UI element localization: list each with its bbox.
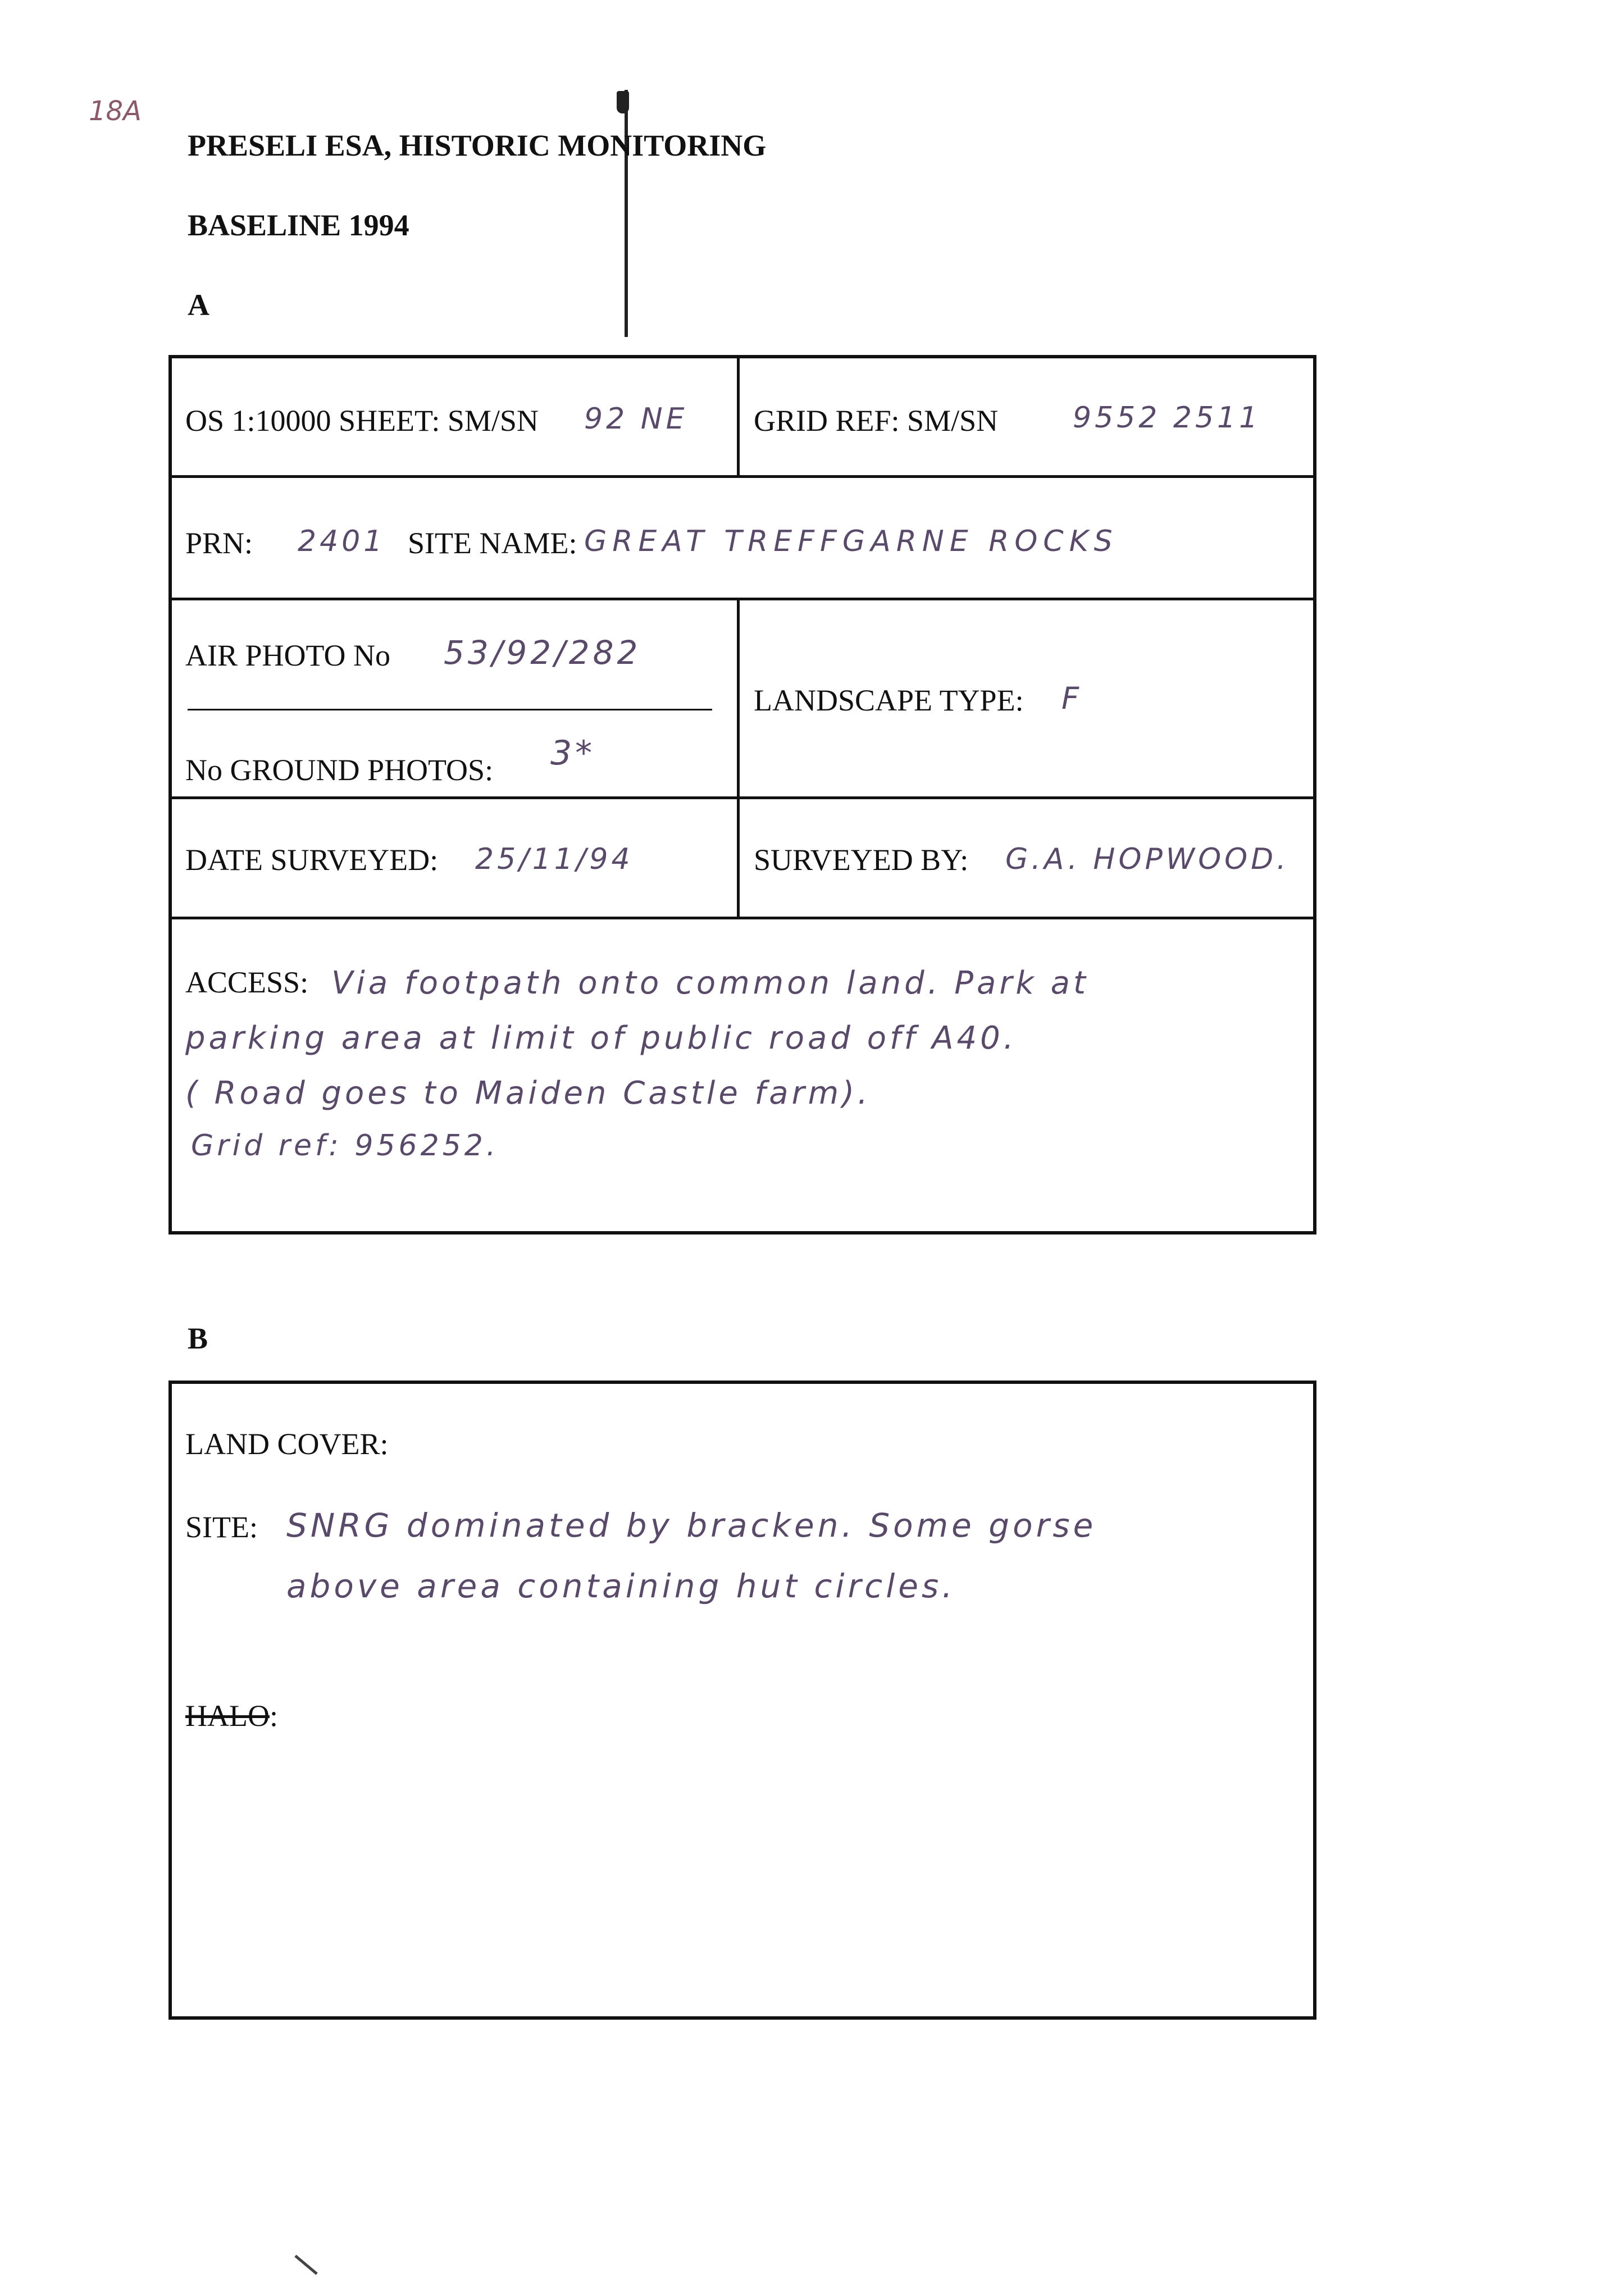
section-b-box [168,1381,1316,2020]
date-surveyed-value: 25/11/94 [475,842,634,876]
section-a-label: A [188,288,209,322]
access-line-1: Via footpath onto common land. Park at [331,965,1089,1001]
form-baseline: BASELINE 1994 [188,208,409,242]
col-divider-top [737,355,740,476]
ground-photos-value: 3* [550,734,596,773]
stray-pen-mark [294,2255,318,2275]
site-name-label: SITE NAME: [408,526,577,560]
os-sheet-label: OS 1:10000 SHEET: SM/SN [185,404,539,438]
site-label: SITE: [185,1510,258,1544]
surveyed-by-value: G.A. HOPWOOD. [1005,842,1290,876]
os-sheet-value: 92 NE [584,402,688,436]
margin-note: 18A [89,95,142,127]
section-b-label: B [188,1322,208,1355]
site-name-value: GREAT TREFFGARNE ROCKS [584,525,1118,558]
halo-label-colon: : [269,1699,278,1733]
halo-label-text: HALO [185,1699,270,1733]
air-photo-value: 53/92/282 [444,634,641,672]
row-divider-4 [168,917,1316,919]
prn-value: 2401 [298,525,386,558]
access-line-2: parking area at limit of public road off A40. [185,1020,1017,1056]
landscape-type-value: F [1061,681,1083,716]
prn-label: PRN: [185,526,253,560]
land-cover-label: LAND COVER: [185,1427,389,1461]
col-divider-mid [737,598,740,917]
site-line-1: SNRG dominated by bracken. Some gorse [286,1506,1097,1545]
ground-photos-label: No GROUND PHOTOS: [185,753,494,787]
landscape-type-label: LANDSCAPE TYPE: [754,684,1024,717]
date-surveyed-label: DATE SURVEYED: [185,843,439,877]
air-photo-label: AIR PHOTO No [185,639,391,672]
form-title: PRESELI ESA, HISTORIC MONITORING [188,129,767,162]
surveyed-by-label: SURVEYED BY: [754,843,969,877]
grid-ref-value: 9552 2511 [1073,401,1261,435]
row-divider-1 [168,475,1316,478]
grid-ref-label: GRID REF: SM/SN [754,404,999,438]
access-line-3: ( Road goes to Maiden Castle farm). [185,1075,871,1111]
row-divider-2 [168,598,1316,600]
halo-label [185,1698,278,1733]
access-label: ACCESS: [185,965,309,999]
air-photo-underline [188,709,712,710]
access-line-4: Grid ref: 956252. [191,1129,499,1163]
site-line-2: above area containing hut circles. [286,1567,956,1605]
row-divider-3 [168,796,1316,799]
scan-mark-line [625,90,628,337]
